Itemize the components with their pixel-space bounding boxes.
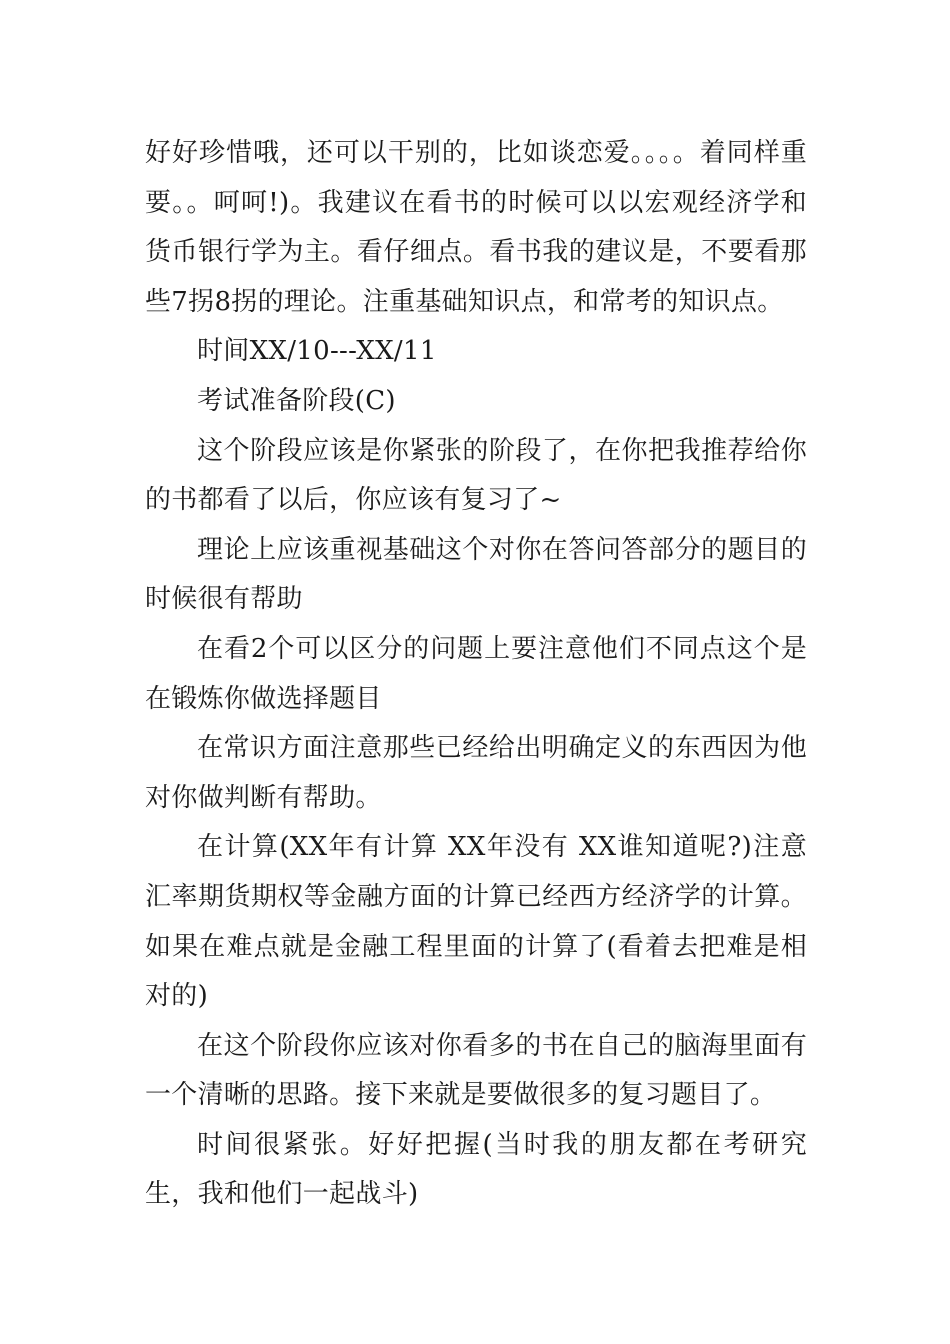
paragraph-continued: 好好珍惜哦，还可以干别的，比如谈恋爱。。。。着同样重要。。呵呵!)。我建议在看书的时候可以以宏观经济学和货币银行学为主。看仔细点。看书我的建议是，不要看那些7拐8拐的理论。注重基础知识点，和常考的知识点。 bbox=[145, 138, 807, 317]
paragraph-section-heading: 考试准备阶段(C) bbox=[197, 385, 396, 416]
paragraph-common-knowledge: 在常识方面注意那些已经给出明确定义的东西因为他对你做判断有帮助。 bbox=[145, 733, 807, 813]
paragraph-distinctions: 在看2个可以区分的问题上要注意他们不同点这个是在锻炼你做选择题目 bbox=[145, 633, 807, 714]
paragraph-calculation: 在计算(XX年有计算 XX年没有 XX谁知道呢?)注意汇率期货期权等金融方面的计算已经西方经济学的计算。如果在难点就是金融工程里面的计算了(看着去把难是相对的) bbox=[145, 832, 807, 1012]
paragraph-time-range: 时间XX/10---XX/11 bbox=[197, 336, 437, 367]
paragraph-review: 在这个阶段你应该对你看多的书在自己的脑海里面有一个清晰的思路。接下来就是要做很多的复习题目了。 bbox=[145, 1030, 807, 1111]
document-body bbox=[145, 129, 807, 1220]
paragraph-theory: 理论上应该重视基础这个对你在答问答部分的题目的时候很有帮助 bbox=[145, 534, 807, 615]
paragraph-time-tight: 时间很紧张。好好把握(当时我的朋友都在考研究生，我和他们一起战斗) bbox=[145, 1129, 807, 1210]
paragraph-stage-intro: 这个阶段应该是你紧张的阶段了，在你把我推荐给你的书都看了以后，你应该有复习了~ bbox=[145, 435, 807, 516]
